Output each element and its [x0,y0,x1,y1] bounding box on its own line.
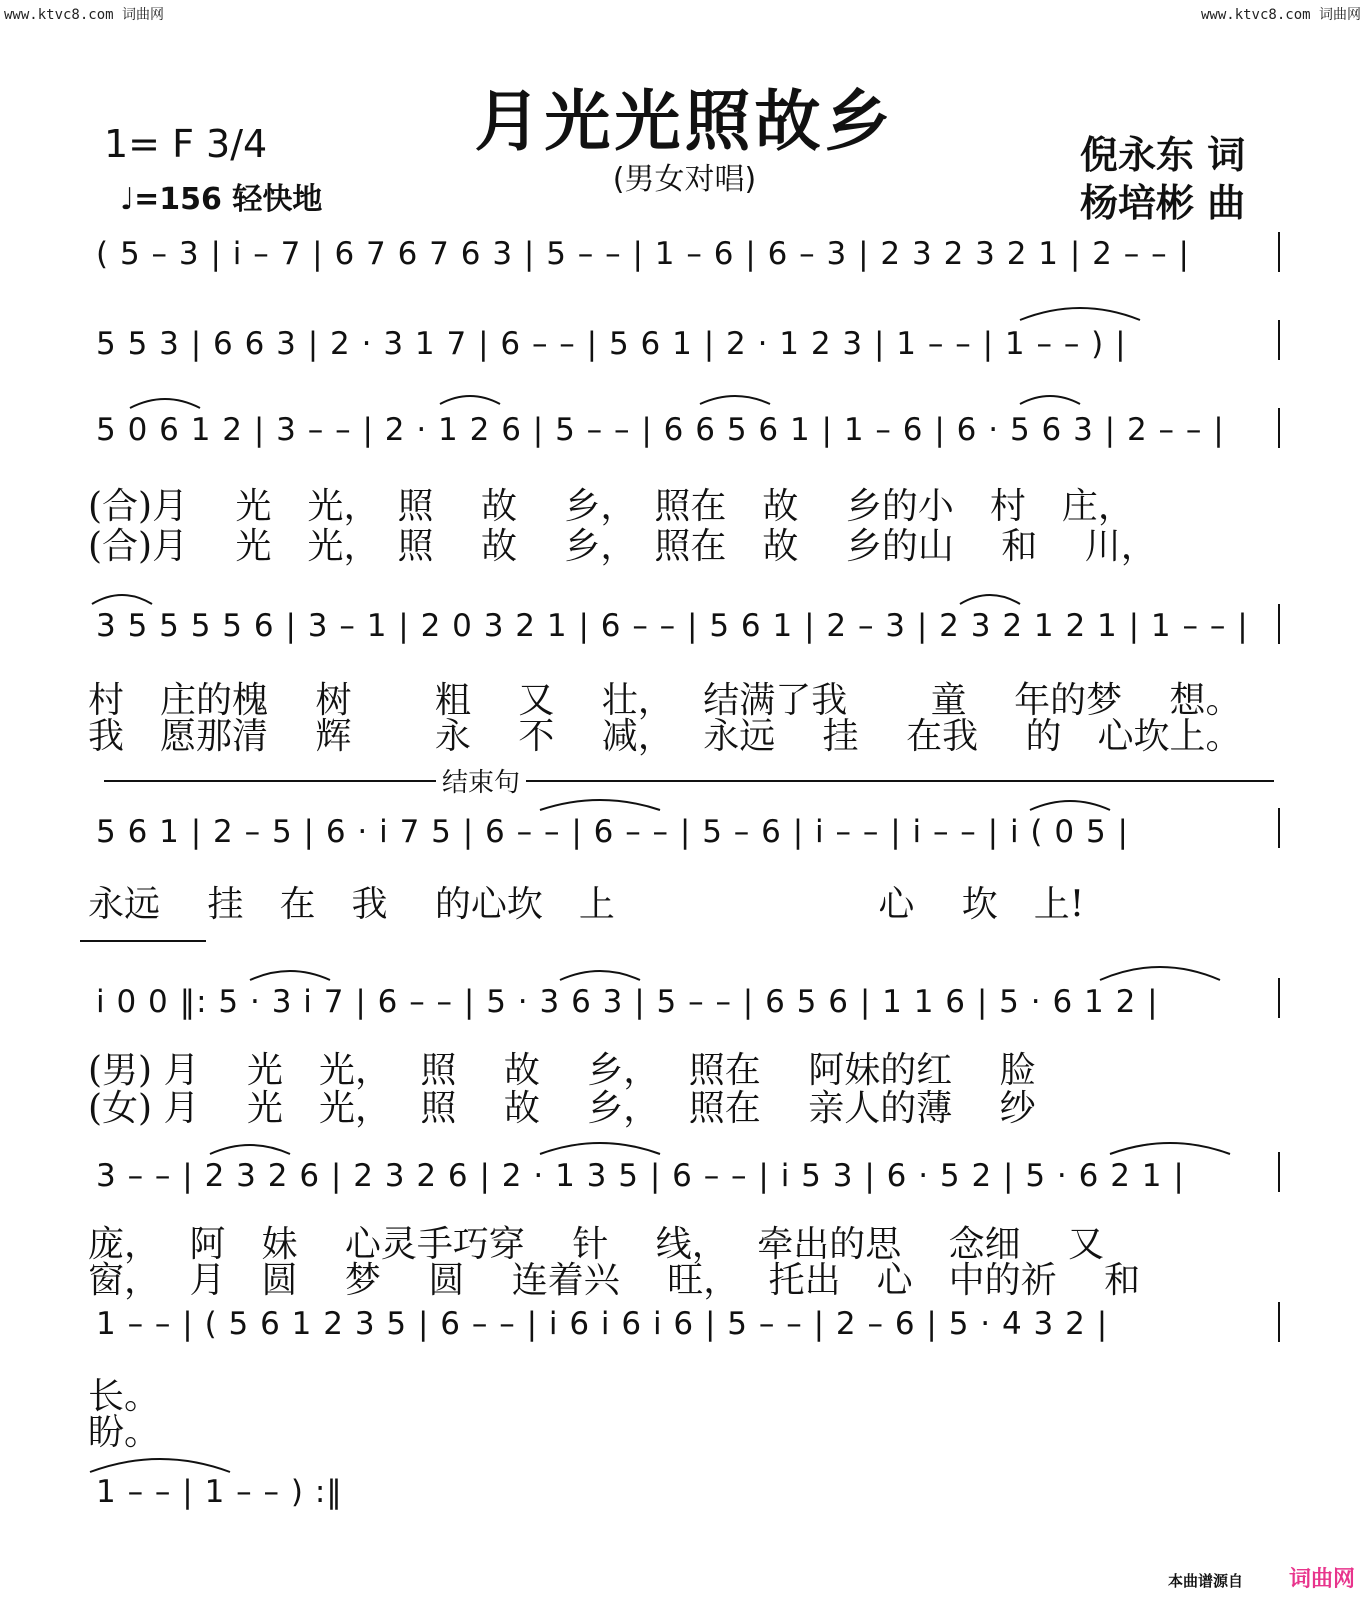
lyric-line-8a: 长。 [88,1376,161,1417]
slur-mark [1020,308,1140,320]
lyric-line-4a: 村 庄的槐 树 粗 又 壮， 结满了我 童 年的梦 想。 [88,680,1242,721]
barline [1278,408,1280,448]
slur-mark [560,971,640,980]
barline [1278,1302,1280,1342]
notation-line-3: 5 0 6 1 2 | 3 – – | 2 · 1 2 6 | 5 – – | 6 6 5 6 1 | 1 – 6 | 6 · 5 6 3 | 2 – – | [96,412,1225,448]
slur-mark [90,1459,230,1472]
watermark-right: www.ktvc8.com 词曲网 [1200,7,1361,23]
barline [1278,808,1280,848]
site-logo: 词曲网 [1288,1567,1355,1592]
notation-line-4: 3 5 5 5 5 6 | 3 – 1 | 2 0 3 2 1 | 6 – – | 5 6 1 | 2 – 3 | 2 3 2 1 2 1 | 1 – – | [96,608,1249,644]
notation-line-1: ( 5 – 3 | i – 7 | 6 7 6 7 6 3 | 5 – – | 1 – 6 | 6 – 3 | 2 3 2 3 2 1 | 2 – – | [96,236,1190,272]
slur-mark [1110,1143,1230,1154]
lyric-line-3a: (合)月 光 光， 照 故 乡， 照在 故 乡的小 村 庄， [88,486,1134,527]
notation-line-5: 5 6 1 | 2 – 5 | 6 · i 7 5 | 6 – – | 6 – – | 5 – 6 | i – – | i – – | i ( 0 5 | [96,814,1129,850]
slur-mark [540,800,660,810]
watermark-left: www.ktvc8.com 词曲网 [4,7,165,23]
slur-mark [440,396,500,404]
lyric-line-6a: (男) 月 光 光， 照 故 乡， 照在 阿妹的红 脸 [88,1050,1036,1091]
slur-mark [250,971,330,980]
slur-mark [540,1143,660,1154]
slur-mark [210,1145,290,1154]
slur-mark [1100,967,1220,980]
ending-bracket [104,780,1274,782]
lyric-line-5: 永远 挂 在 我 的心坎 上 心 坎 上! [88,884,1085,925]
notation-line-2: 5 5 3 | 6 6 3 | 2 · 3 1 7 | 6 – – | 5 6 1 | 2 · 1 2 3 | 1 – – | 1 – – ) | [96,326,1127,362]
barline [1278,1152,1280,1192]
slur-mark [130,399,200,408]
notation-line-7: 3 – – | 2 3 2 6 | 2 3 2 6 | 2 · 1 3 5 | 6 – – | i 5 3 | 6 · 5 2 | 5 · 6 2 1 | [96,1158,1185,1194]
slur-mark [1020,396,1080,404]
lyric-line-4b: 我 愿那清 辉 永 不 减， 永远 挂 在我 的 心坎上。 [88,716,1242,757]
barline [1278,978,1280,1018]
lyric-line-6b: (女) 月 光 光， 照 故 乡， 照在 亲人的薄 纱 [88,1088,1036,1129]
source-note: 本曲谱源自 [1167,1572,1243,1590]
notation-line-9: 1 – – | 1 – – ) :‖ [96,1474,343,1510]
slur-mark [1030,801,1110,810]
song-subtitle: (男女对唱) [612,162,757,197]
slur-mark [700,396,770,404]
lyric-line-8b: 盼。 [88,1412,161,1453]
tempo-marking: ♩=156 轻快地 [120,182,323,217]
composer-credit: 杨培彬 曲 [1080,181,1246,225]
lyric-line-7b: 窗， 月 圆 梦 圆 连着兴 旺， 托出 心 中的祈 和 [88,1260,1141,1301]
notation-line-8: 1 – – | ( 5 6 1 2 3 5 | 6 – – | i 6 i 6 i 6 | 5 – – | 2 – 6 | 5 · 4 3 2 | [96,1306,1109,1342]
lyric-line-3b: (合)月 光 光， 照 故 乡， 照在 故 乡的山 和 川， [88,526,1157,567]
lyricist-credit: 倪永东 词 [1080,133,1246,177]
barline [1278,320,1280,360]
barline [1278,604,1280,644]
slur-mark [960,595,1020,604]
lyric-line-7a: 庞， 阿 妹 心灵手巧穿 针 线， 牵出的思 念细 又 [88,1224,1105,1265]
key-signature: 1= F 3/4 [104,122,268,166]
slur-mark [92,595,152,604]
notation-line-6: i 0 0 ‖: 5 · 3 i 7 | 6 – – | 5 · 3 6 3 | 5 – – | 6 5 6 | 1 1 6 | 5 · 6 1 2 | [96,984,1159,1020]
song-title: 月光光照故乡 [474,82,895,160]
ending-label: 结束句 [436,762,526,799]
ending-hook [80,940,206,942]
barline [1278,232,1280,272]
